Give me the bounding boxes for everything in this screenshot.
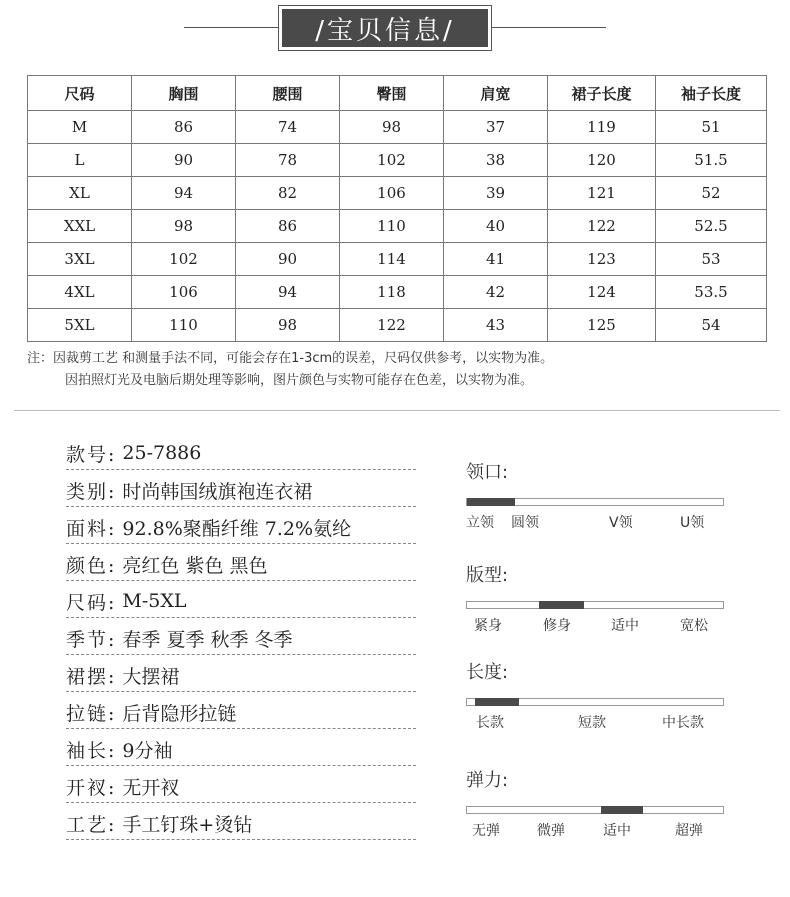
info-row — [66, 433, 416, 470]
info-label: 面料: — [66, 517, 117, 540]
selected-indicator — [601, 806, 643, 814]
header-cell: 尺码 — [28, 76, 132, 111]
size-cell: 51.5 — [656, 144, 767, 177]
size-cell: 54 — [656, 309, 767, 342]
size-cell: 3XL — [28, 243, 132, 276]
info-value: 9分袖 — [122, 739, 173, 762]
size-cell: 120 — [548, 144, 656, 177]
info-row — [66, 544, 416, 581]
size-cell: 43 — [444, 309, 548, 342]
info-value: 后背隐形拉链 — [122, 702, 237, 725]
size-cell: 102 — [340, 144, 444, 177]
size-cell: 94 — [236, 276, 340, 309]
size-row — [28, 177, 767, 210]
info-row — [66, 803, 416, 840]
size-cell: 52 — [656, 177, 767, 210]
selected-indicator — [539, 601, 584, 609]
size-cell: 52.5 — [656, 210, 767, 243]
size-cell: 51 — [656, 111, 767, 144]
attribute-option: 紧身 — [474, 618, 502, 634]
header-cell: 腰围 — [236, 76, 340, 111]
size-cell: 90 — [236, 243, 340, 276]
selected-indicator — [475, 698, 519, 706]
size-cell: 110 — [340, 210, 444, 243]
size-cell: 41 — [444, 243, 548, 276]
attribute-options — [466, 712, 724, 732]
attribute-option: 无弹 — [472, 823, 500, 839]
size-cell: 53 — [656, 243, 767, 276]
size-row — [28, 210, 767, 243]
size-cell: 38 — [444, 144, 548, 177]
header-cell: 胸围 — [132, 76, 236, 111]
info-label: 颜色: — [66, 554, 117, 577]
note-line: 注：因裁剪工艺 和测量手法不同，可能会存在1-3cm的误差，尺码仅供参考，以实物为准。 — [27, 351, 554, 366]
attribute-option: 圆领 — [511, 515, 539, 531]
size-cell: 124 — [548, 276, 656, 309]
size-cell: 39 — [444, 177, 548, 210]
length-attribute — [466, 658, 724, 732]
size-cell: XXL — [28, 210, 132, 243]
info-label: 工艺: — [66, 813, 117, 836]
size-cell: 86 — [236, 210, 340, 243]
fit-attribute — [466, 561, 724, 635]
info-label: 袖长: — [66, 739, 117, 762]
size-cell: 121 — [548, 177, 656, 210]
size-row — [28, 243, 767, 276]
header-cell: 肩宽 — [444, 76, 548, 111]
size-row — [28, 309, 767, 342]
size-cell: 98 — [340, 111, 444, 144]
info-label: 拉链: — [66, 702, 117, 725]
size-cell: 86 — [132, 111, 236, 144]
size-cell: L — [28, 144, 132, 177]
attribute-title: 领口: — [466, 462, 509, 483]
size-cell: 37 — [444, 111, 548, 144]
product-info-list — [66, 433, 416, 840]
attribute-title: 版型: — [466, 565, 509, 586]
section-title-text: /宝贝信息/ — [282, 9, 488, 47]
attribute-option: U领 — [680, 515, 705, 531]
size-row — [28, 276, 767, 309]
attribute-scale-bar — [466, 806, 724, 814]
header-cell: 臀围 — [340, 76, 444, 111]
attribute-option: 超弹 — [675, 823, 703, 839]
attribute-option: 宽松 — [680, 618, 708, 634]
info-row — [66, 507, 416, 544]
attribute-option: 修身 — [543, 618, 571, 634]
attribute-option: 适中 — [603, 823, 631, 839]
size-row — [28, 144, 767, 177]
size-cell: 90 — [132, 144, 236, 177]
info-value: M-5XL — [122, 590, 187, 612]
attribute-option: 中长款 — [662, 715, 704, 731]
info-value: 春季 夏季 秋季 冬季 — [122, 628, 293, 651]
info-value: 手工钉珠+烫钻 — [122, 813, 253, 836]
header-cell: 裙子长度 — [548, 76, 656, 111]
info-row — [66, 692, 416, 729]
section-title — [278, 5, 492, 51]
info-row — [66, 470, 416, 507]
info-label: 类别: — [66, 480, 117, 503]
info-label: 开衩: — [66, 776, 117, 799]
note-line: 因拍照灯光及电脑后期处理等影响，图片颜色与实物可能存在色差，以实物为准。 — [65, 373, 534, 388]
size-cell: 5XL — [28, 309, 132, 342]
info-value: 92.8%聚酯纤维 7.2%氨纶 — [122, 517, 352, 540]
size-cell: 98 — [132, 210, 236, 243]
size-cell: 122 — [548, 210, 656, 243]
size-row — [28, 111, 767, 144]
info-label: 款号: — [66, 443, 117, 466]
size-cell: M — [28, 111, 132, 144]
size-table-header — [28, 76, 767, 111]
attribute-options — [466, 820, 724, 840]
size-cell: 119 — [548, 111, 656, 144]
attribute-options — [466, 615, 724, 635]
collar-attribute — [466, 458, 724, 532]
attribute-scale-bar — [466, 498, 724, 506]
info-value: 亮红色 紫色 黑色 — [122, 554, 268, 577]
size-cell: 118 — [340, 276, 444, 309]
size-table — [27, 75, 767, 342]
info-row — [66, 618, 416, 655]
attribute-option: 适中 — [611, 618, 639, 634]
size-cell: 82 — [236, 177, 340, 210]
attribute-option: 长款 — [476, 715, 504, 731]
info-row — [66, 581, 416, 618]
attribute-title: 弹力: — [466, 770, 509, 791]
size-cell: 123 — [548, 243, 656, 276]
size-cell: 4XL — [28, 276, 132, 309]
info-value: 25-7886 — [122, 442, 202, 464]
info-value: 时尚韩国绒旗袍连衣裙 — [122, 480, 313, 503]
stretch-attribute — [466, 766, 724, 840]
size-cell: 106 — [132, 276, 236, 309]
size-cell: 125 — [548, 309, 656, 342]
size-cell: 122 — [340, 309, 444, 342]
disclaimer-note — [27, 348, 553, 392]
section-divider — [14, 410, 780, 411]
size-cell: 106 — [340, 177, 444, 210]
size-cell: 114 — [340, 243, 444, 276]
info-row — [66, 655, 416, 692]
info-value: 大摆裙 — [122, 665, 180, 688]
attribute-scale-bar — [466, 698, 724, 706]
size-cell: 40 — [444, 210, 548, 243]
info-row — [66, 729, 416, 766]
size-cell: 42 — [444, 276, 548, 309]
size-cell: 94 — [132, 177, 236, 210]
size-cell: 53.5 — [656, 276, 767, 309]
attribute-option: 短款 — [578, 715, 606, 731]
attribute-option: V领 — [609, 515, 633, 531]
selected-indicator — [467, 498, 515, 506]
size-cell: 102 — [132, 243, 236, 276]
title-line-right — [492, 27, 606, 28]
size-cell: 98 — [236, 309, 340, 342]
size-cell: XL — [28, 177, 132, 210]
info-label: 裙摆: — [66, 665, 117, 688]
size-cell: 78 — [236, 144, 340, 177]
title-line-left — [184, 27, 278, 28]
info-label: 季节: — [66, 628, 117, 651]
attribute-scale-bar — [466, 601, 724, 609]
header-cell: 袖子长度 — [656, 76, 767, 111]
info-label: 尺码: — [66, 591, 117, 614]
size-cell: 110 — [132, 309, 236, 342]
attribute-option: 微弹 — [537, 823, 565, 839]
info-row — [66, 766, 416, 803]
attribute-options — [466, 512, 724, 532]
size-cell: 74 — [236, 111, 340, 144]
info-value: 无开衩 — [122, 776, 180, 799]
attribute-title: 长度: — [466, 662, 509, 683]
attribute-option: 立领 — [466, 515, 494, 531]
